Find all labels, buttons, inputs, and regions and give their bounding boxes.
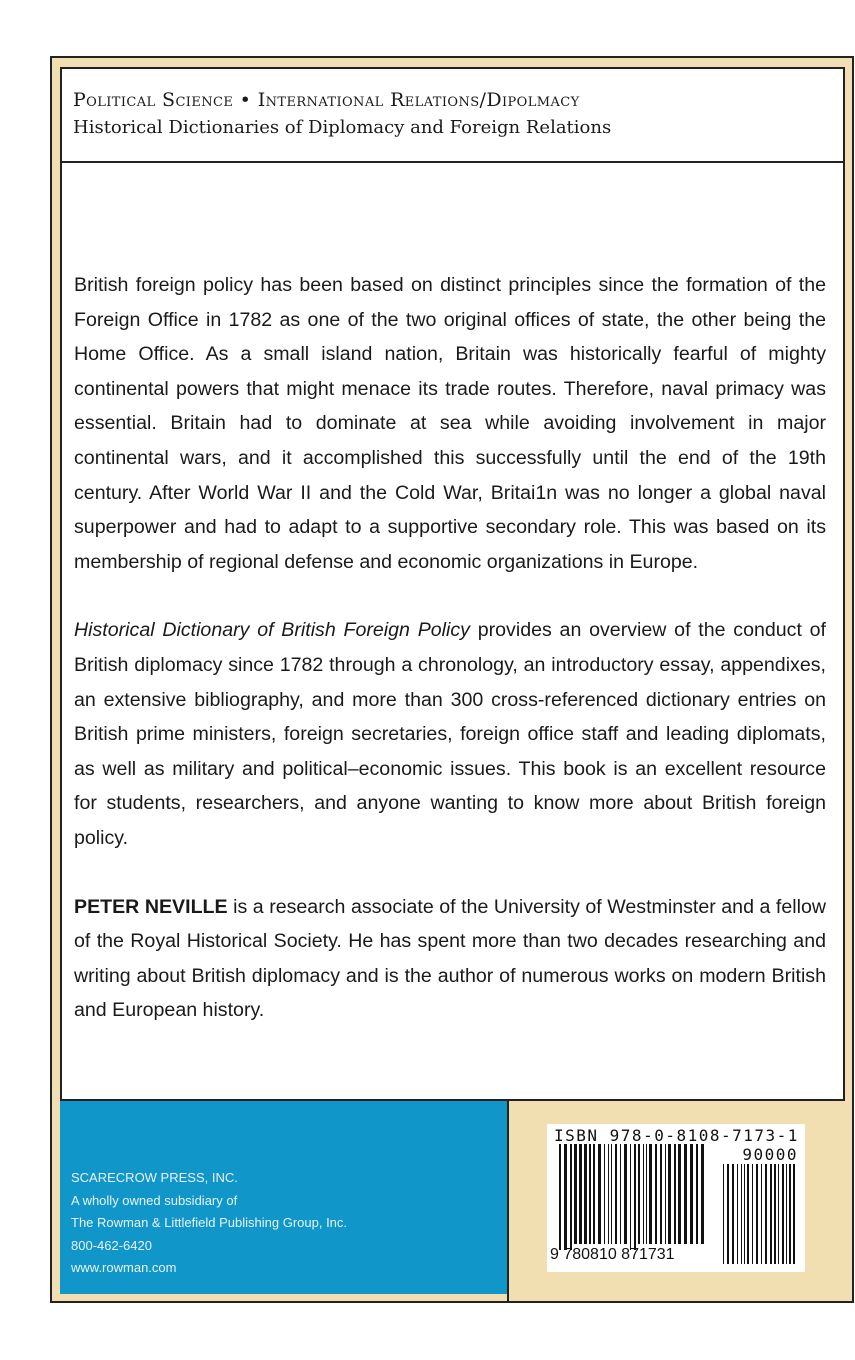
barcode-addon-bar [737, 1164, 738, 1264]
cover-header [60, 67, 845, 163]
barcode-addon-bar [774, 1164, 776, 1264]
author-bio-text: is a research associate of the University of Westminster and a fellow of the Royal Historical Society. He has spent more than two decades researching and writing about British diplomacy and is the author of numerous works on modern British and European history. [74, 895, 826, 1022]
barcode-bar [674, 1144, 676, 1244]
subject-categories: Political Science • International Relations/Dipolmacy [73, 89, 580, 111]
barcode-bar [559, 1144, 561, 1250]
barcode-bar [611, 1144, 612, 1244]
barcode-addon-bar [727, 1164, 729, 1264]
barcode-addon-bar [782, 1164, 784, 1264]
barcode-bar [649, 1144, 652, 1244]
barcode-addon-bar [744, 1164, 745, 1264]
barcode-bar [634, 1144, 636, 1250]
barcode-addon-bar [765, 1164, 767, 1264]
barcode-bar [604, 1144, 605, 1244]
barcode-bar [615, 1144, 617, 1244]
barcode-addon-bar [789, 1164, 791, 1264]
barcode-bar [624, 1144, 627, 1244]
barcode-addon-bar [741, 1164, 742, 1264]
publisher-website[interactable]: www.rowman.com [71, 1260, 177, 1275]
barcode-bar [570, 1144, 572, 1250]
barcode-bar [684, 1144, 687, 1244]
barcode-bar [608, 1144, 609, 1244]
isbn-number: ISBN 978-0-8108-7173-1 [554, 1126, 799, 1145]
barcode-bar [668, 1144, 671, 1244]
barcode-bar [660, 1144, 662, 1244]
barcode-bar [701, 1144, 704, 1244]
barcode-addon-bar [752, 1164, 753, 1264]
publisher-name: SCARECROW PRESS, INC. [71, 1170, 238, 1185]
barcode-addon-bar [761, 1164, 762, 1264]
book-title: Historical Dictionary of British Foreign Policy [74, 619, 470, 642]
barcode-bar [593, 1144, 595, 1244]
barcode-bar [678, 1144, 681, 1244]
cover-footer [60, 1099, 845, 1294]
barcode-bar [655, 1144, 657, 1244]
author-bio [74, 890, 826, 1028]
publisher-panel [60, 1101, 507, 1294]
barcode-label [547, 1124, 805, 1272]
barcode-bar [584, 1144, 587, 1244]
barcode-bar [620, 1144, 621, 1244]
barcode-bar [598, 1144, 601, 1244]
barcode-bar [643, 1144, 644, 1244]
publisher-phone: 800-462-6420 [71, 1237, 152, 1253]
barcode-bar [589, 1144, 591, 1244]
footer-divider [507, 1099, 509, 1303]
barcode-bar [564, 1144, 567, 1250]
series-title: Historical Dictionaries of Diplomacy and Foreign Relations [73, 117, 612, 138]
barcode-bar [638, 1144, 640, 1244]
barcode-bar [646, 1144, 647, 1244]
barcode-addon-bar [747, 1164, 749, 1264]
barcode-bar [696, 1144, 698, 1244]
barcode-addon-bar [778, 1164, 779, 1264]
barcode-bar [690, 1144, 693, 1244]
publisher-subsidiary-line: A wholly owned subsidiary of [71, 1192, 238, 1208]
description-paragraph: British foreign policy has been based on distinct principles since the formation of the Foreign Office in 1782 as one of the two original offices of state, the other being the Home Office. As a small island nation, Britain was historically fearful of mighty continental powers that might menace its trade routes. Therefore, naval primacy was essential. Britain had to dominate at sea while avoiding involvement in major continental wars, and it accomplished this successfully until the end of the 19th century. After World War II and the Cold War, Britai1n was no longer a global naval superpower and had to adapt to a supportive secondary role. This was based on its membership of regional defense and economic organizations in Europe. [74, 274, 826, 573]
price-code: 90000 [742, 1145, 798, 1164]
barcode-addon-bar [723, 1164, 724, 1264]
barcode-addon-bar [793, 1164, 795, 1264]
barcode-bar [630, 1144, 631, 1250]
barcode-bar [574, 1144, 577, 1244]
description-text: provides an overview of the conduct of British diplomacy since 1782 through a chronology, an introductory essay, appendixes, an extensive bibliography, and more than 300 cross-referenced dictionary entries on British prime ministers, foreign secretaries, foreign office staff and leading diplomats, as well as military and political–economic issues. This book is an excellent resource for students, researchers, and anyone wanting to know more about British foreign policy. [74, 619, 827, 849]
barcode-addon-bar [786, 1164, 787, 1264]
publisher-parent-company: The Rowman & Littlefield Publishing Group, Inc. [71, 1215, 348, 1230]
barcode-digits: 9 780810 871731 [550, 1246, 675, 1263]
back-cover-description [74, 268, 826, 1062]
barcode-addon-bar [756, 1164, 758, 1264]
barcode-addon-bar [732, 1164, 734, 1264]
barcode-addon-bar [770, 1164, 772, 1264]
barcode-bar [579, 1144, 582, 1244]
description-paragraph [74, 613, 826, 855]
barcode-bar [665, 1144, 666, 1244]
author-name: PETER NEVILLE [74, 895, 228, 918]
